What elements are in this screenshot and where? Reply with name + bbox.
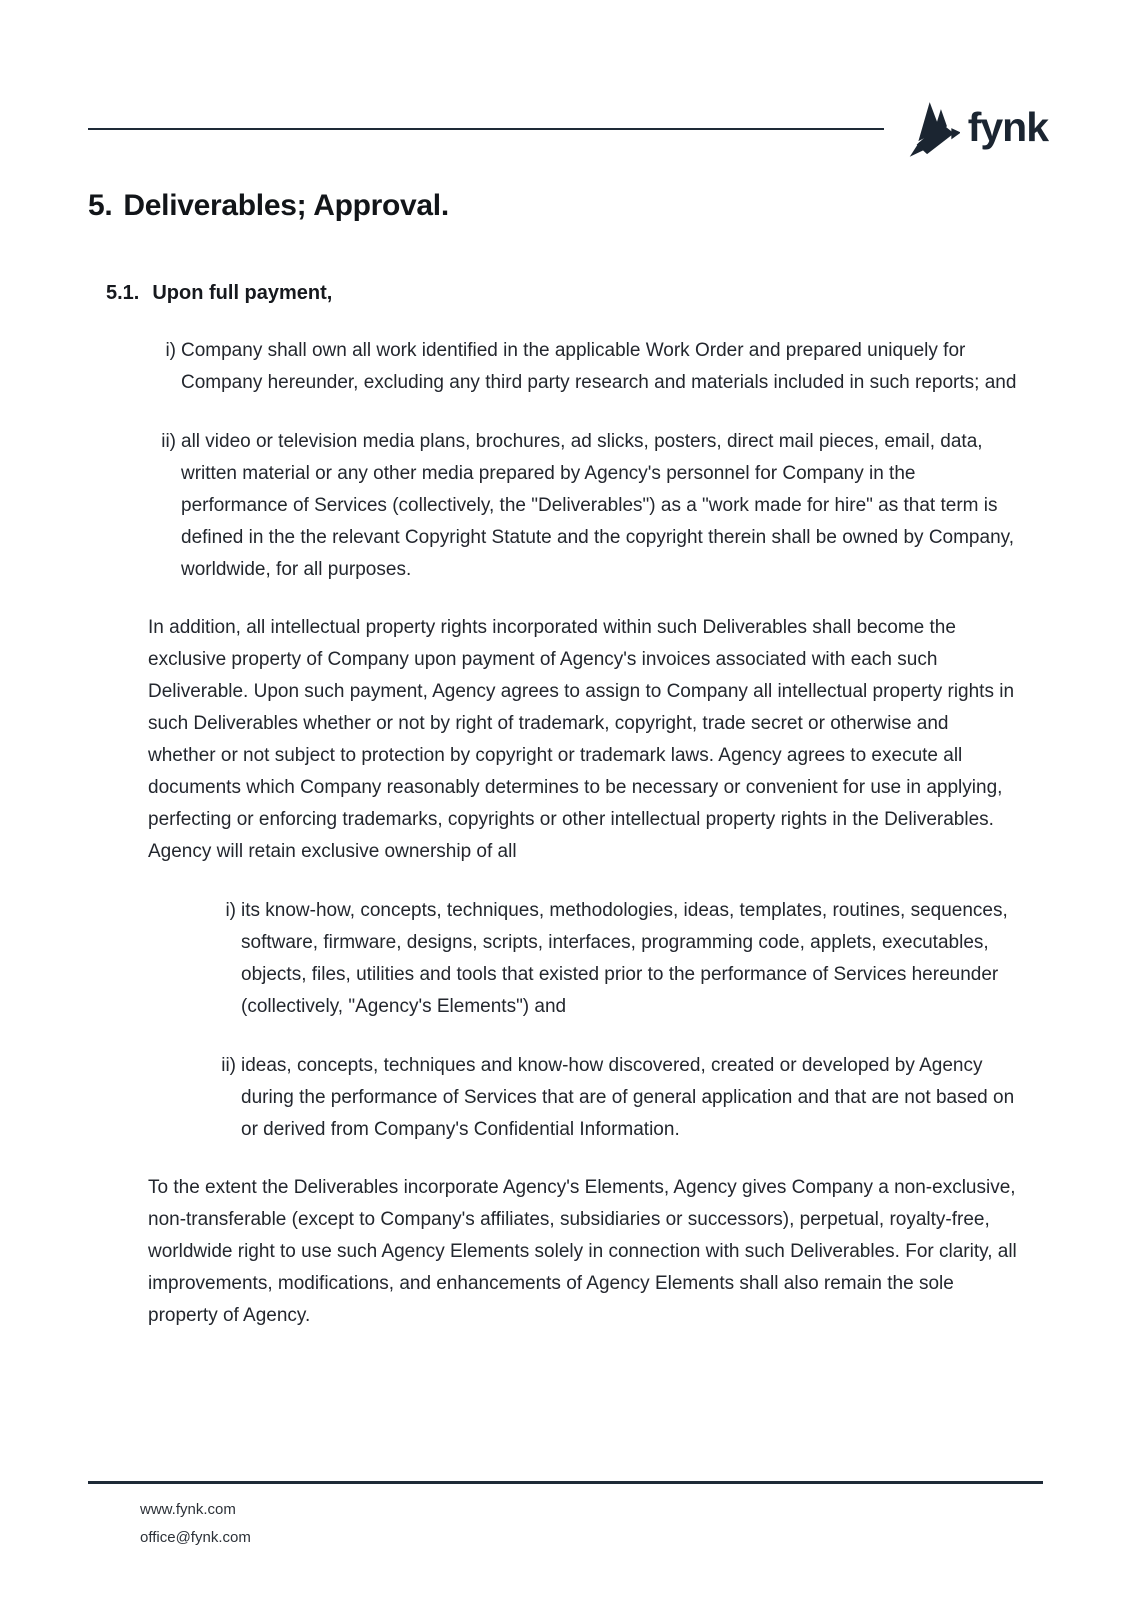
origami-bird-icon: [908, 100, 960, 158]
list-marker: ii): [161, 431, 176, 452]
section-heading-text: Upon full payment,: [152, 282, 333, 304]
section-heading: [106, 282, 1020, 305]
list-item: [210, 895, 1020, 1023]
roman-list-level1: [148, 335, 1020, 586]
footer-divider: [88, 1481, 1043, 1484]
page-footer: [88, 1481, 1043, 1552]
footer-email: office@fynk.com: [140, 1529, 251, 1546]
paragraph-in-addition: In addition, all intellectual property rights incorporated within such Deliverables shall become the exclusive property of Company upon payment of Agency's invoices associated with each such Deliverable. Upon such payment, Agency agrees to assign to Company all intellectual property rights in such Deliverables whether or not by right of trademark, copyright, trade secret or otherwise and whether or not subject to protection by copyright or trademark laws. Agency agrees to execute all documents which Company reasonably determines to be necessary or convenient for use in applying, perfecting or enforcing trademarks, copyrights or other intellectual property rights in the Deliverables. Agency will retain exclusive ownership of all: [148, 617, 1015, 862]
list-item: [148, 335, 1020, 399]
page-header: [88, 100, 1048, 158]
header-divider: [88, 128, 884, 130]
fynk-logo: [908, 100, 1048, 158]
page-title: [88, 186, 1020, 226]
section-number: 5.1.: [106, 282, 140, 304]
list-item-text: ideas, concepts, techniques and know-how discovered, created or developed by Agency during the performance of Services that are of general application and that are not based on or derived from Company's Confidential Information.: [241, 1055, 1015, 1140]
footer-website: www.fynk.com: [140, 1501, 236, 1518]
fynk-wordmark: fynk: [967, 103, 1048, 150]
list-item-text: Company shall own all work identified in the applicable Work Order and prepared uniquely for Company hereunder, excluding any third party research and materials included in such reports; and: [181, 340, 1017, 393]
document-body: [0, 186, 1131, 1332]
list-marker: i): [225, 900, 236, 921]
clause-title-text: Deliverables; Approval.: [123, 189, 449, 222]
list-item: [148, 426, 1020, 586]
list-marker: i): [165, 340, 176, 361]
paragraph-to-the-extent: To the extent the Deliverables incorporate Agency's Elements, Agency gives Company a non-exclusive, non-transferable (except to Company's affiliates, subsidiaries or successors), perpetual, royalty-free, worldwide right to use such Agency Elements solely in connection with such Deliverables. For clarity, all improvements, modifications, and enhancements of Agency Elements shall also remain the sole property of Agency.: [148, 1177, 1017, 1326]
clause-number: 5.: [88, 189, 113, 222]
list-item: [210, 1050, 1020, 1146]
list-item-text: all video or television media plans, brochures, ad slicks, posters, direct mail pieces, email, data, written material or any other media prepared by Agency's personnel for Company in the performance of Services (collectively, the "Deliverables") as a "work made for hire" as that term is defined in the the relevant Copyright Statute and the copyright therein shall be owned by Company, worldwide, for all purposes.: [181, 431, 1015, 580]
roman-list-level2: [210, 895, 1020, 1146]
list-marker: ii): [221, 1055, 236, 1076]
list-item-text: its know-how, concepts, techniques, methodologies, ideas, templates, routines, sequences, software, firmware, designs, scripts, interfaces, programming code, applets, executables, objects, files, utilities and tools that existed prior to the performance of Services hereunder (collectively, "Agency's Elements") and: [241, 900, 1008, 1017]
footer-contact: [140, 1496, 1043, 1552]
